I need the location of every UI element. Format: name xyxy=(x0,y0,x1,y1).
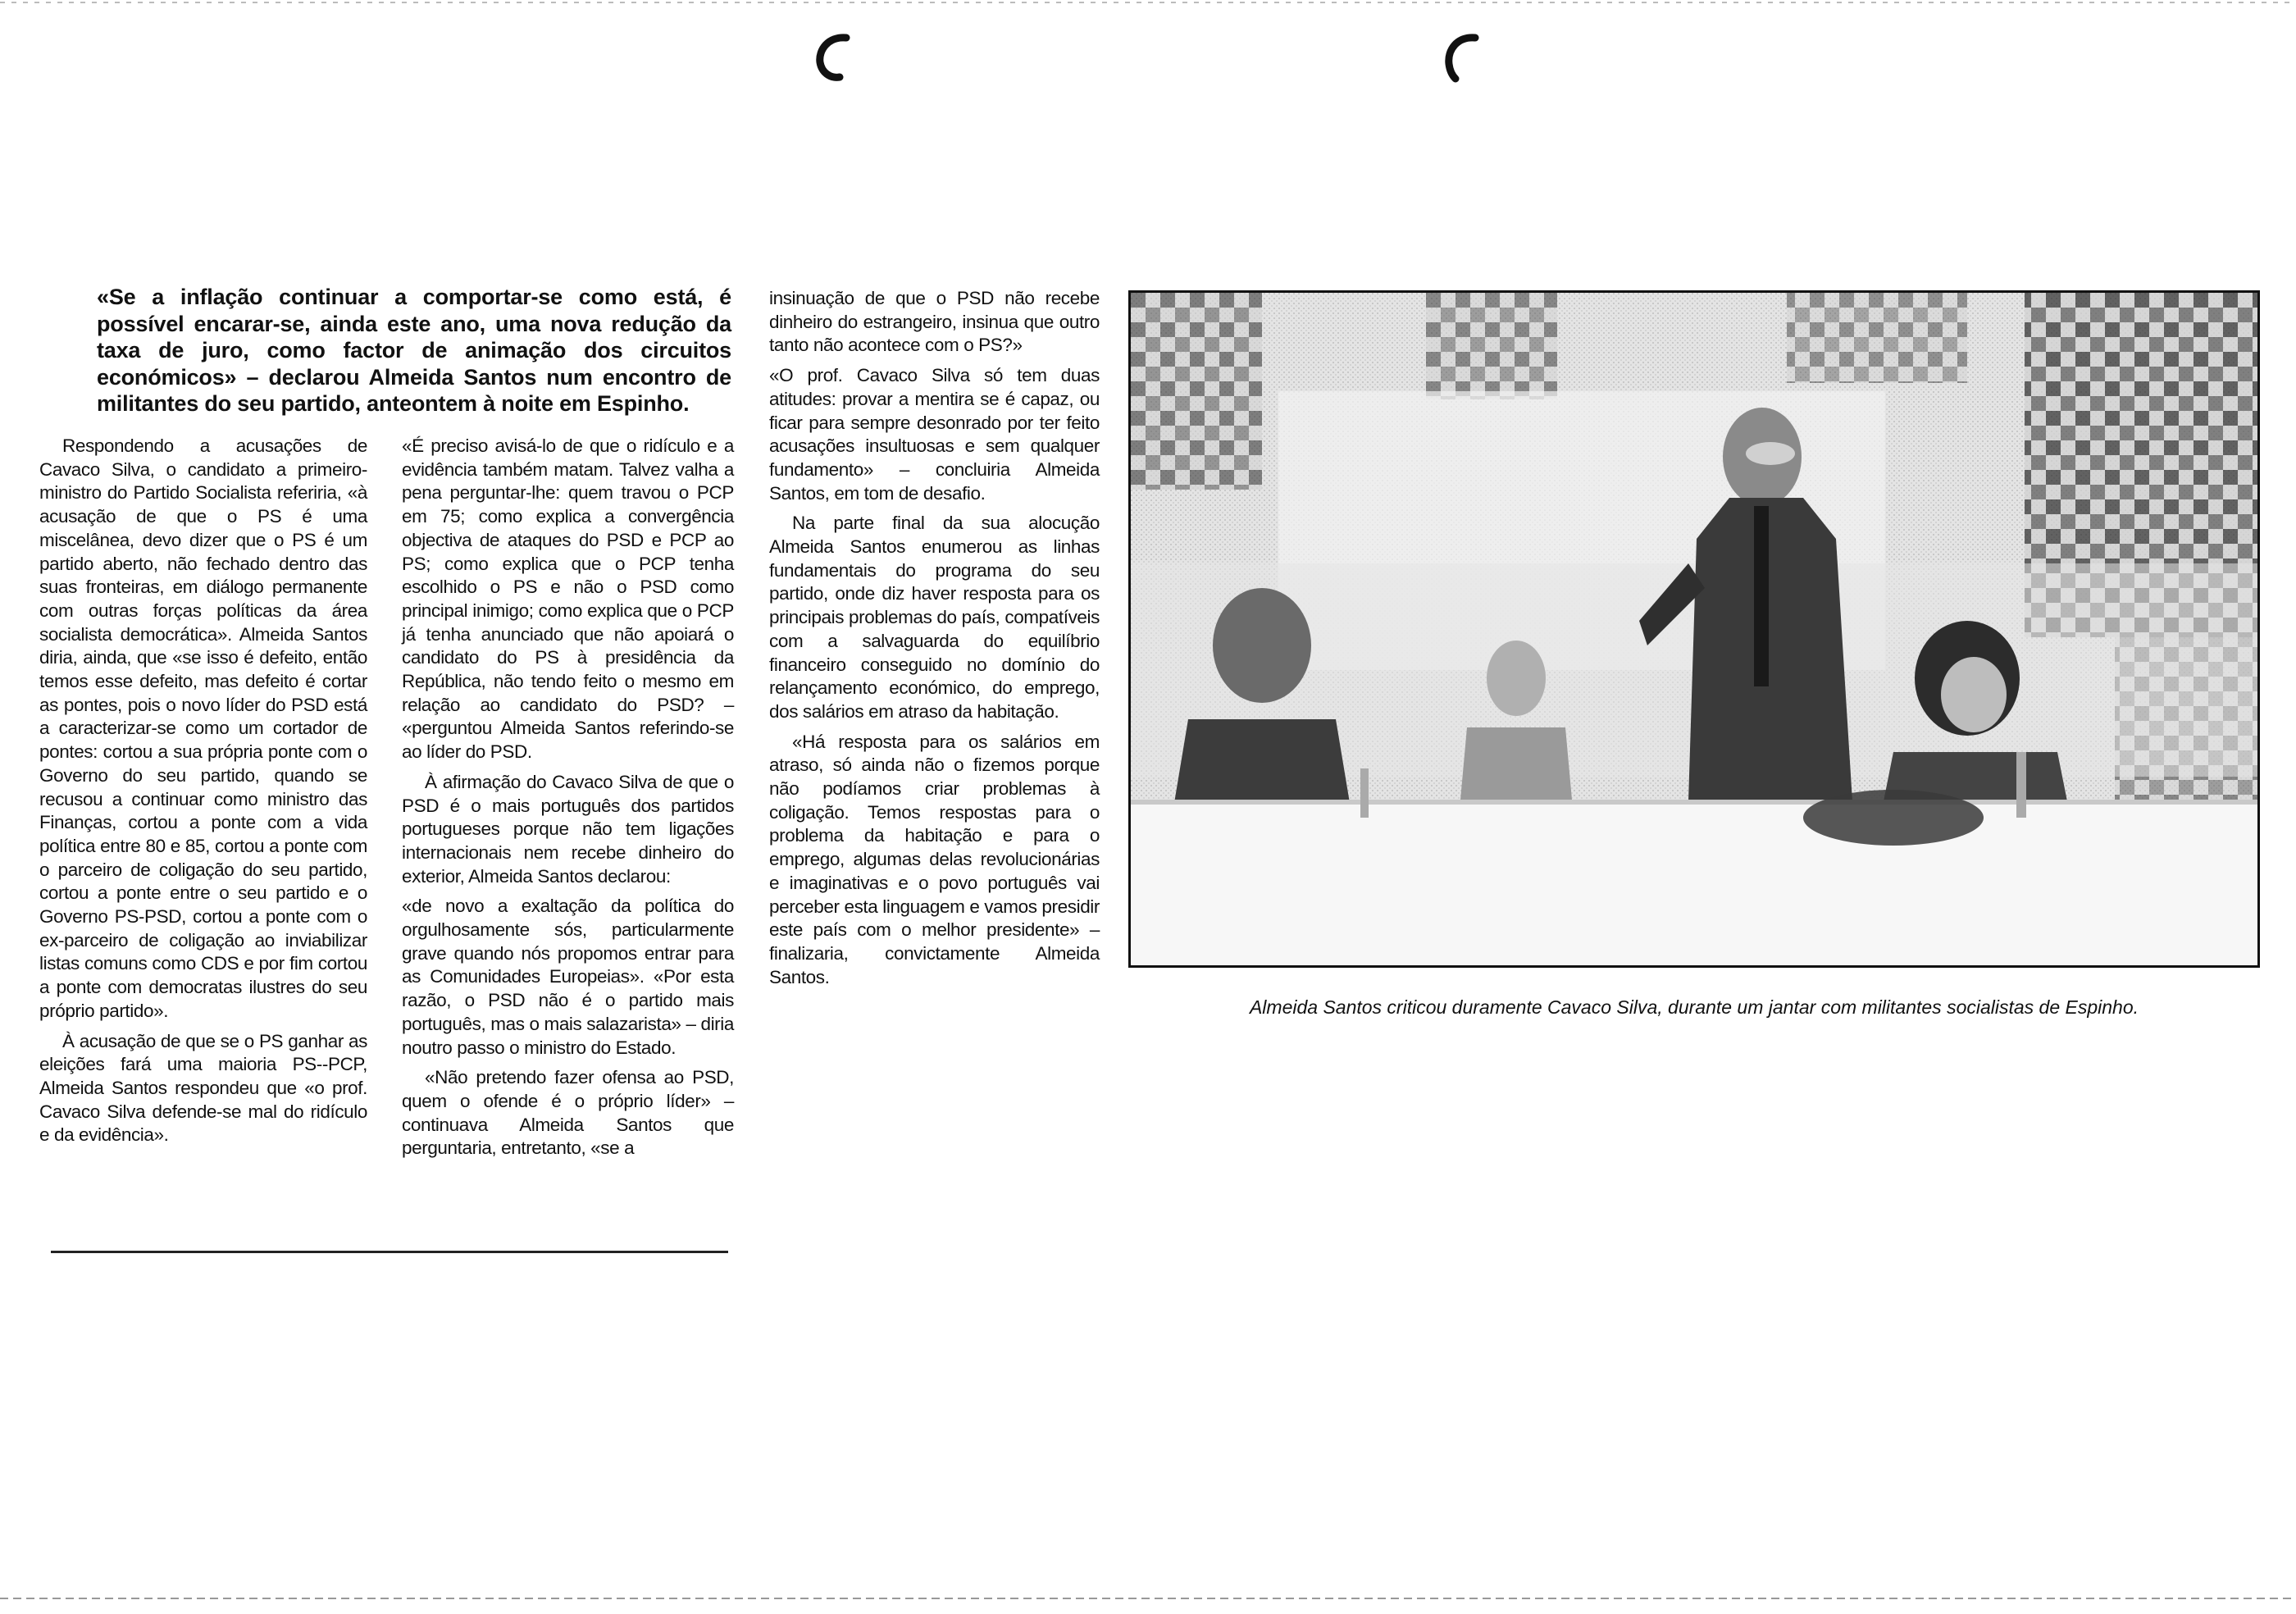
top-edge-dashes xyxy=(0,2,2296,3)
paragraph: Na parte final da sua alocução Almeida Santos enumerou as linhas fundamentais do programa do seu partido, onde diz haver resposta para os principais problemas do país, compatíveis com a salvaguarda do equilíbrio financeiro conseguido no domínio do relançamento económico, do emprego, dos salários em atraso da habitação. xyxy=(769,513,1100,722)
photograph xyxy=(1128,290,2260,968)
photo-image xyxy=(1131,293,2257,965)
column-end-rule xyxy=(51,1251,728,1253)
paragraph: «Há resposta para os salários em atraso, só ainda não o fizemos porque não podíamos criar problemas à coligação. Temos respostas para o problema da habitação e para o emprego, algumas delas revolucionárias e imaginativas e o povo português vai perceber esta linguagem e vamos presidir este país com o melhor presidente» – finalizaria, convictamente Almeida Santos. xyxy=(769,731,1100,987)
article-column-3 xyxy=(769,287,1100,996)
paragraph: À acusação de que se o PS ganhar as eleições fará uma maioria PS--PCP, Almeida Santos respondeu que «o prof. Cavaco Silva defende-se mal do ridículo e da evidência». xyxy=(39,1030,367,1146)
photo-caption: Almeida Santos criticou duramente Cavaco Silva, durante um jantar com militantes socialistas de Espinho. xyxy=(1249,996,2139,1018)
article-column-2 xyxy=(402,435,734,1167)
article-column-1 xyxy=(39,435,367,1154)
paragraph: «Não pretendo fazer ofensa ao PSD, quem o ofende é o próprio líder» – continuava Almeida Santos que perguntaria, entretanto, «se a xyxy=(402,1067,734,1159)
paragraph: Respondendo a acusações de Cavaco Silva, o candidato a primeiro-ministro do Partido Socialista referiria, «à acusação de que o PS é uma miscelânea, devo dizer que o PS é um partido aberto, não fechado dentro das suas fronteiras, em diálogo permanente com outras forças políticas da área socialista democrática». Almeida Santos diria, ainda, que «se isso é defeito, então temos esse defeito, mas defeito é cortar as pontes, pois o novo líder do PSD está a caracterizar-se como um cortador de pontes: cortou a sua própria ponte com o Governo do seu partido, quando se recusou a continuar como ministro das Finanças, cortou a ponte com a vida política entre 80 e 85, cortou a ponte com o parceiro de coligação do seu partido, cortou a ponte entre o seu partido e o Governo PS-PSD, cortou a ponte com o ex-parceiro de coligação ao inviabilizar listas comuns como CDS e por fim cortou a ponte com democratas ilustres do seu próprio partido». xyxy=(39,435,367,1021)
paragraph: «de novo a exaltação da política do orgulhosamente sós, particularmente grave quando nós propomos entrar para as Comunidades Europeias». «Por esta razão, o PSD não é o partido mais português, mas o mais salazarista» – diria noutro passo o ministro do Estado. xyxy=(402,896,734,1058)
punch-hole-icon xyxy=(1439,30,1488,87)
bottom-edge-dashes xyxy=(0,1598,2296,1599)
paragraph: «É preciso avisá-lo de que o ridículo e a evidência também matam. Talvez valha a pena perguntar-lhe: quem travou o PCP em 75; como explica a convergência objectiva de ataques do PSD e PCP ao PS; como explica que o PCP tenha escolhido o PS e não o PSD como principal inimigo; como explica que o PCP já tenha anunciado que não apoiará o candidato do PS à presidência da República, não tendo feito o mesmo em relação ao candidato do PSD? – «perguntou Almeida Santos referindo-se ao líder do PSD. xyxy=(402,435,734,763)
paragraph: insinuação de que o PSD não recebe dinheiro do estrangeiro, insinua que outro tanto não acontece com o PS?» xyxy=(769,288,1100,356)
punch-hole-icon xyxy=(812,30,861,87)
paragraph: À afirmação do Cavaco Silva de que o PSD é o mais português dos partidos portugueses porque não tem ligações internacionais nem recebe dinheiro do exterior, Almeida Santos declarou: xyxy=(402,771,734,887)
paragraph: «O prof. Cavaco Silva só tem duas atitudes: provar a mentira se é capaz, ou ficar para sempre desonrado por ter feito acusações insultuosas e sem qualquer fundamento» – concluiria Almeida Santos, em tom de desafio. xyxy=(769,365,1100,504)
article-lead: «Se a inflação continuar a comportar-se como está, é possível encarar-se, ainda este ano, uma nova redução da taxa de juro, como factor de animação dos circuitos económicos» – declarou Almeida Santos num encontro de militantes do seu partido, anteontem à noite em Espinho. xyxy=(97,285,731,416)
